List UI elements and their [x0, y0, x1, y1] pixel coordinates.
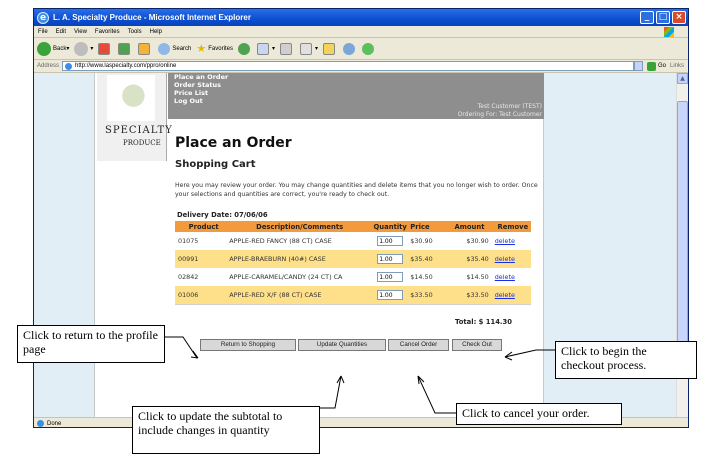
forward-button[interactable]: ▾: [74, 42, 93, 56]
delete-link[interactable]: delete: [494, 255, 515, 263]
delete-link[interactable]: delete: [494, 273, 515, 281]
stop-icon: [98, 43, 110, 55]
header-remove: Remove: [495, 221, 531, 232]
status-text: Done: [47, 420, 62, 427]
table-row: [175, 250, 531, 268]
back-arrow-icon: [37, 42, 51, 56]
print-icon: [280, 43, 292, 55]
history-icon: [238, 43, 250, 55]
star-icon: ★: [196, 43, 207, 55]
history-button[interactable]: [238, 43, 252, 55]
tools-button[interactable]: [362, 43, 376, 55]
header-amount: Amount: [451, 221, 495, 232]
delete-link[interactable]: delete: [494, 291, 515, 299]
mail-icon: [257, 43, 269, 55]
logo-specialty-text: SPECIALTY: [105, 125, 173, 136]
cell-product: 02842: [178, 273, 199, 281]
address-label: Address: [37, 63, 60, 69]
cancel-order-button[interactable]: Cancel Order: [388, 339, 449, 351]
refresh-button[interactable]: [118, 43, 133, 55]
cell-amount: $33.50: [451, 286, 495, 304]
address-dropdown-button[interactable]: [634, 61, 643, 71]
folder-button[interactable]: [323, 43, 338, 55]
cell-price: $14.50: [410, 273, 433, 281]
edit-icon: [300, 43, 312, 55]
header-price: Price: [410, 221, 450, 232]
section-title: Shopping Cart: [175, 159, 256, 170]
favorites-button[interactable]: [196, 42, 233, 55]
close-button[interactable]: ×: [672, 11, 686, 24]
cell-price: $33.50: [410, 286, 450, 304]
menu-file[interactable]: File: [38, 28, 48, 35]
cell-amount: $14.50: [466, 273, 489, 281]
callout-cancel: Click to cancel your order.: [456, 403, 622, 425]
mail-button[interactable]: ▾: [257, 43, 275, 55]
table-header-row: [175, 221, 531, 232]
home-button[interactable]: [138, 43, 153, 55]
home-icon: [138, 43, 150, 55]
check-out-button[interactable]: Check Out: [452, 339, 502, 351]
shopping-cart-table: [175, 221, 531, 304]
quantity-input[interactable]: [377, 254, 403, 264]
nav-order-status[interactable]: Order Status: [174, 81, 222, 89]
maximize-button[interactable]: □: [656, 11, 670, 24]
cell-product: 01006: [175, 286, 229, 304]
intro-text: Here you may review your order. You may change quantities and delete items that you no longer wish to order. Once your selections and quantities are correct, you're ready to check out.: [175, 182, 538, 198]
quantity-input[interactable]: [377, 290, 403, 300]
title-bar: [34, 9, 688, 26]
page-status-icon: [37, 420, 44, 427]
customer-info: [458, 103, 542, 119]
callout-update: Click to update the subtotal to include changes in quantity: [132, 406, 320, 454]
header-bar: [168, 73, 544, 119]
callout-checkout: Click to begin the checkout process.: [555, 341, 697, 379]
address-url: http://www.laspecialty.com/ppro/online: [75, 63, 177, 69]
ie-logo-icon: e: [37, 12, 49, 24]
favorites-label: Favorites: [208, 45, 233, 52]
order-total: Total: $ 114.30: [455, 318, 512, 326]
links-button[interactable]: Links: [669, 63, 684, 69]
address-input[interactable]: [62, 61, 634, 71]
cell-description: APPLE-RED FANCY (88 CT) CASE: [229, 237, 332, 245]
ordering-for: Ordering For: Test Customer: [457, 111, 542, 118]
scroll-thumb[interactable]: [677, 101, 688, 351]
nav-place-order[interactable]: Place an Order: [174, 73, 229, 81]
menu-view[interactable]: View: [74, 28, 87, 35]
divider: [175, 304, 531, 305]
back-button[interactable]: Back ▾: [37, 42, 69, 56]
go-button[interactable]: [647, 62, 666, 71]
refresh-icon: [118, 43, 130, 55]
cell-description: APPLE-CARAMEL/CANDY (24 CT) CA: [229, 273, 343, 281]
messenger-button[interactable]: [343, 43, 357, 55]
quantity-input[interactable]: [377, 272, 403, 282]
header-description: Description/Comments: [229, 221, 370, 232]
go-label: Go: [657, 63, 666, 69]
logo-produce-text: PRODUCE: [123, 139, 161, 147]
tools-icon: [362, 43, 374, 55]
stop-button[interactable]: [98, 43, 113, 55]
search-icon: [158, 43, 170, 55]
folder-icon: [323, 43, 335, 55]
address-bar: [34, 60, 688, 73]
cell-price: $35.40: [410, 250, 450, 268]
update-quantities-button[interactable]: Update Quantities: [298, 339, 386, 351]
search-label: Search: [172, 45, 192, 52]
logo-art: [107, 75, 155, 121]
table-row: [175, 232, 531, 250]
page-favicon-icon: [65, 63, 72, 70]
nav-price-list[interactable]: Price List: [174, 89, 209, 97]
cell-product: 01075: [178, 237, 199, 245]
menu-help[interactable]: Help: [149, 28, 162, 35]
messenger-icon: [343, 43, 355, 55]
forward-arrow-icon: [74, 42, 88, 56]
delete-link[interactable]: delete: [494, 237, 515, 245]
cell-amount: $35.40: [451, 250, 495, 268]
cell-description: APPLE-RED X/F (88 CT) CASE: [229, 286, 370, 304]
cell-description: APPLE-BRAEBURN (40#) CASE: [229, 250, 370, 268]
nav-menu: [174, 73, 228, 105]
menu-edit[interactable]: Edit: [55, 28, 67, 35]
callout-return: Click to return to the profile page: [17, 325, 165, 363]
page-title: Place an Order: [175, 135, 292, 151]
web-page: [94, 73, 544, 417]
minimize-button[interactable]: _: [640, 11, 654, 24]
windows-logo-icon: [664, 27, 674, 37]
cell-amount: $30.90: [466, 237, 489, 245]
scroll-up-arrow-icon[interactable]: ▲: [677, 73, 688, 84]
return-to-shopping-button[interactable]: Return to Shopping: [200, 339, 296, 351]
nav-log-out[interactable]: Log Out: [174, 97, 203, 105]
table-row: [175, 268, 531, 286]
table-row: [175, 286, 531, 304]
cell-price: $30.90: [410, 237, 433, 245]
back-label: Back: [53, 45, 67, 52]
menu-favorites[interactable]: Favorites: [94, 28, 120, 35]
window-title: L. A. Specialty Produce - Microsoft Internet Explorer: [53, 13, 251, 22]
quantity-input[interactable]: [377, 236, 403, 246]
menu-bar: [34, 26, 688, 38]
edit-button[interactable]: ▾: [300, 43, 318, 55]
toolbar: [34, 38, 688, 60]
header-product: Product: [175, 221, 229, 232]
customer-name: Test Customer (TEST): [477, 103, 542, 110]
print-button[interactable]: [280, 43, 295, 55]
company-logo[interactable]: [97, 73, 173, 161]
search-button[interactable]: [158, 43, 191, 55]
menu-tools[interactable]: Tools: [127, 28, 142, 35]
header-quantity: Quantity: [370, 221, 410, 232]
delivery-date: Delivery Date: 07/06/06: [177, 211, 268, 219]
cell-product: 00991: [175, 250, 229, 268]
go-arrow-icon: [647, 62, 656, 71]
